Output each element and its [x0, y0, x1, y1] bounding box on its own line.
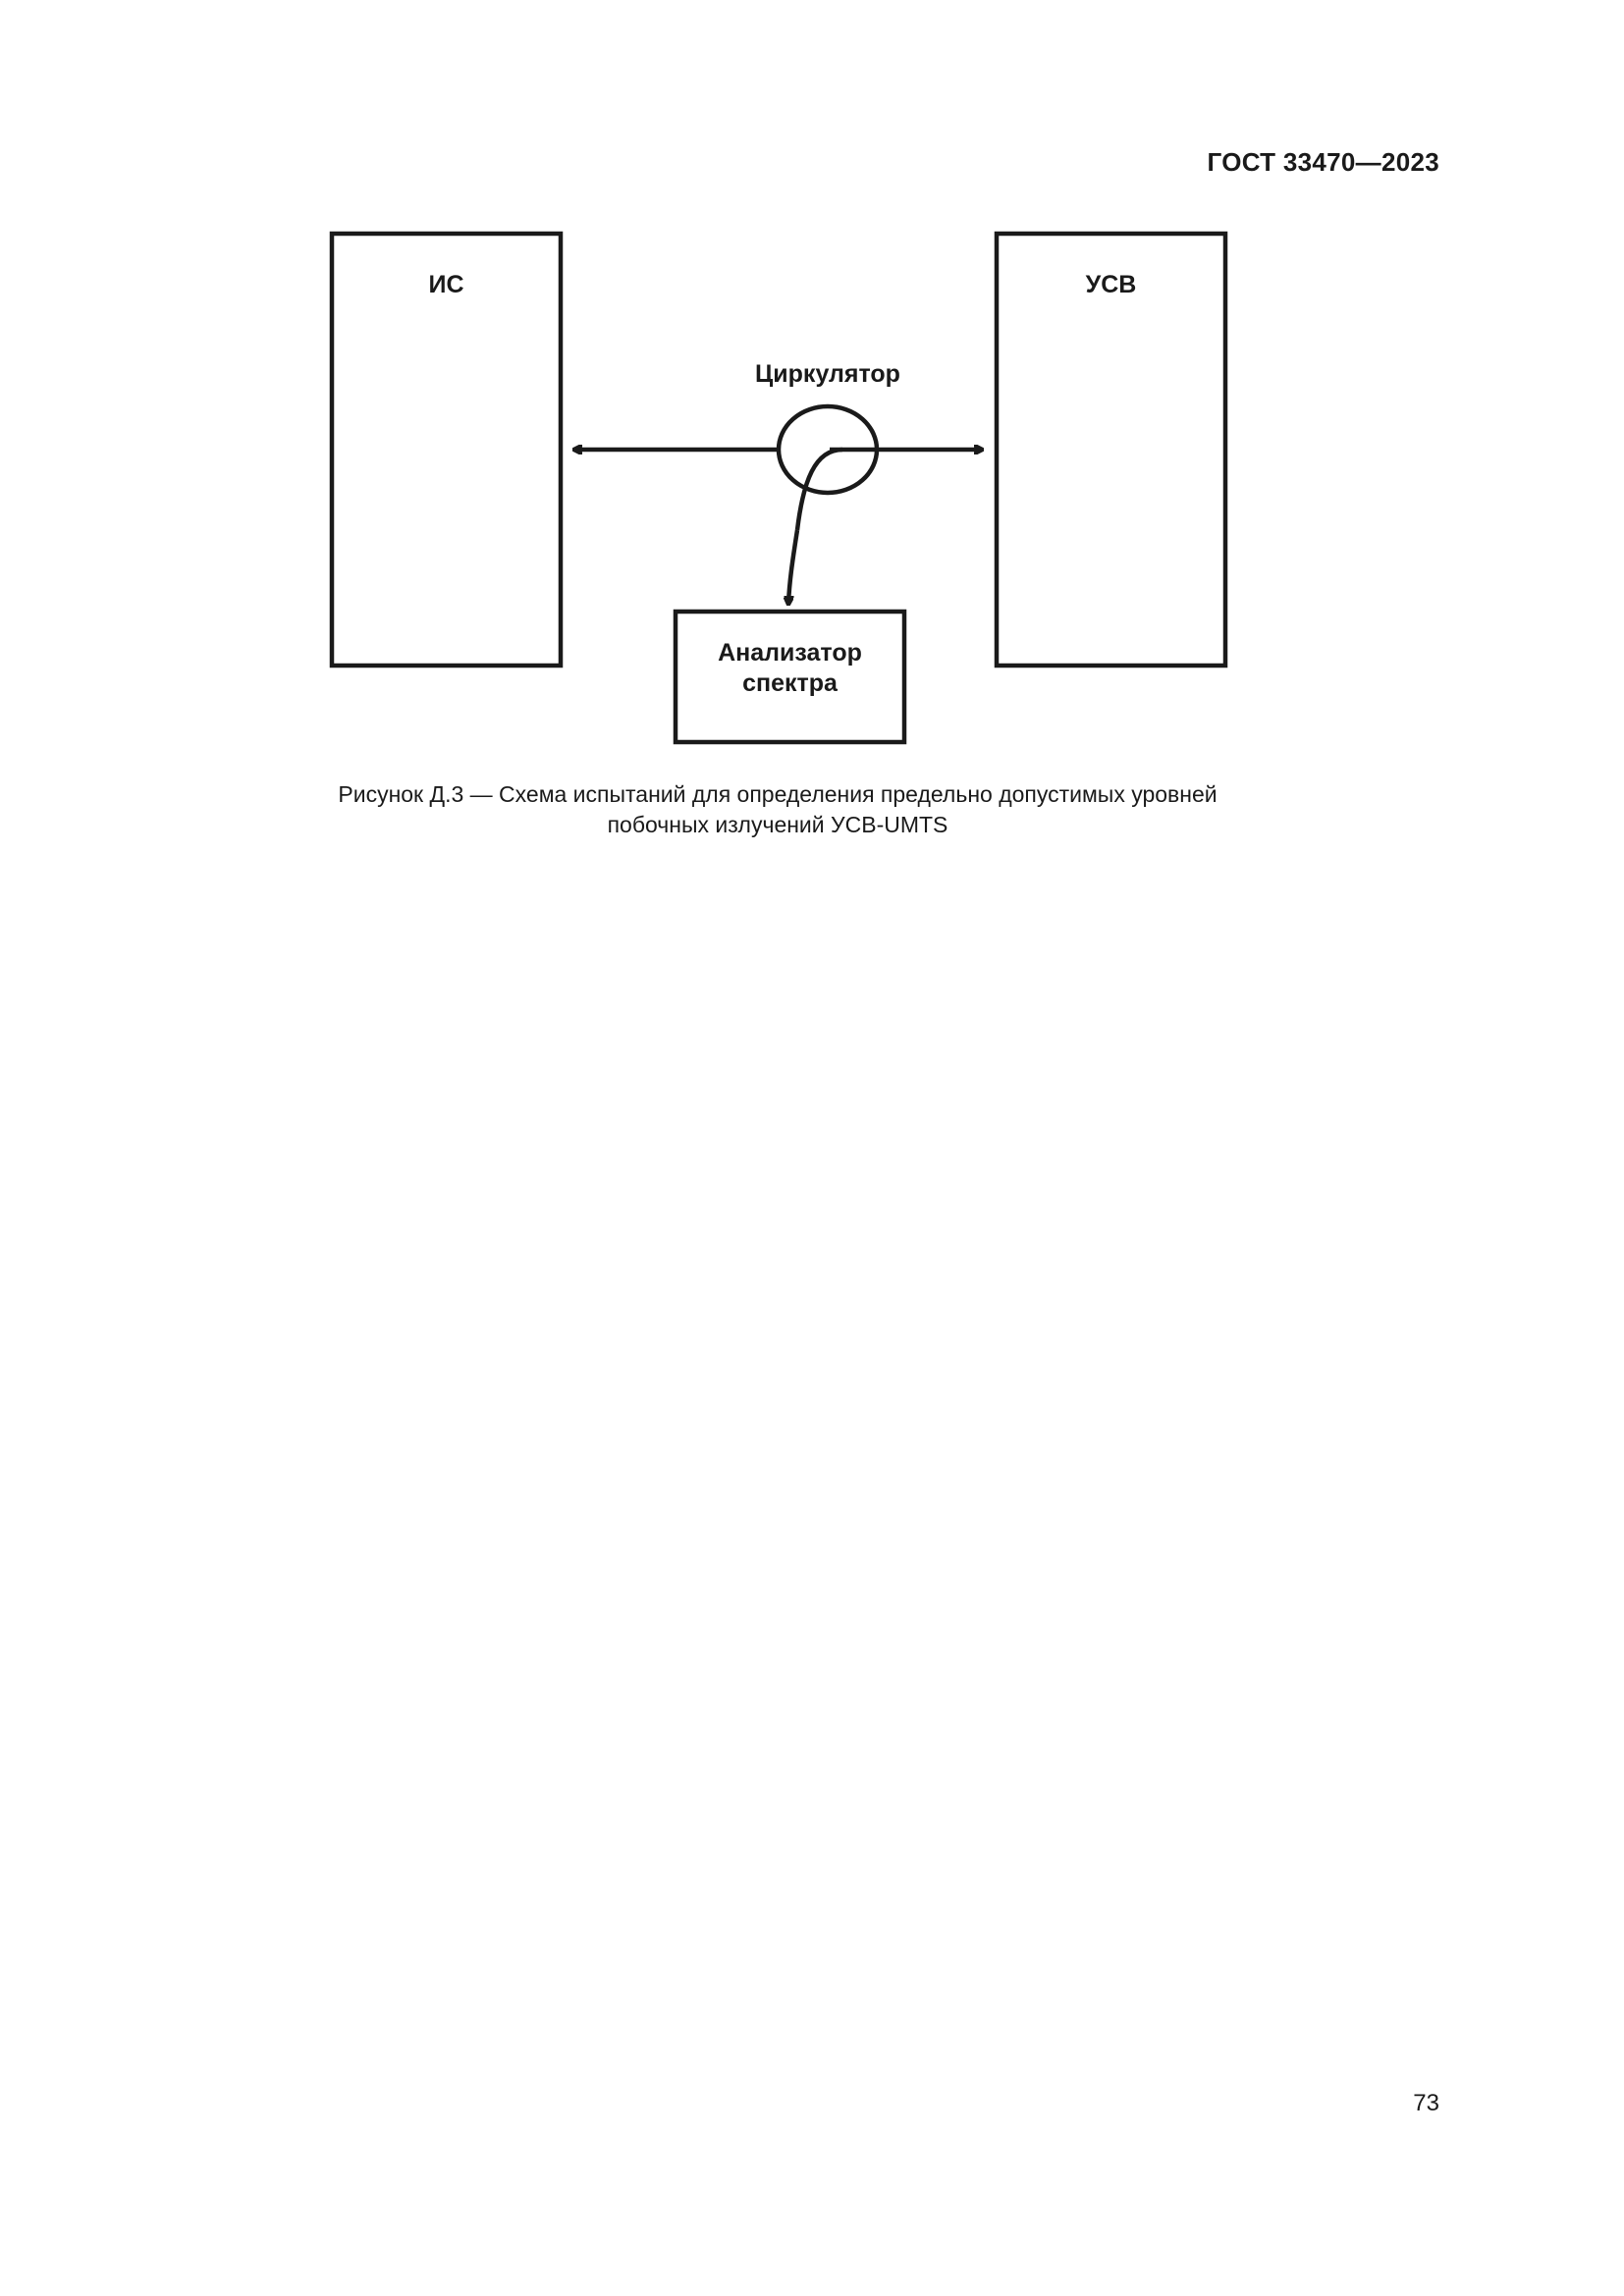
device-label: УСВ [1085, 271, 1137, 298]
test-setup-diagram [0, 0, 1624, 785]
source-label: ИС [428, 271, 464, 298]
caption-line-2: побочных излучений УСВ-UMTS [607, 812, 948, 837]
analyzer-label-line-2: спектра [742, 669, 838, 697]
figure-caption [0, 779, 1555, 840]
spectrum-analyzer-label [676, 638, 904, 699]
link-to-analyzer-arrow [788, 530, 797, 604]
caption-line-1: Рисунок Д.3 — Схема испытаний для определения предельно допустимых уровней [338, 781, 1218, 807]
standard-designation: ГОСТ 33470—2023 [1207, 147, 1439, 177]
page-number: 73 [1413, 2090, 1439, 2116]
circulator-label: Циркулятор [755, 360, 900, 388]
analyzer-label-line-1: Анализатор [718, 639, 862, 667]
circulator-coupling-arc [797, 450, 842, 530]
